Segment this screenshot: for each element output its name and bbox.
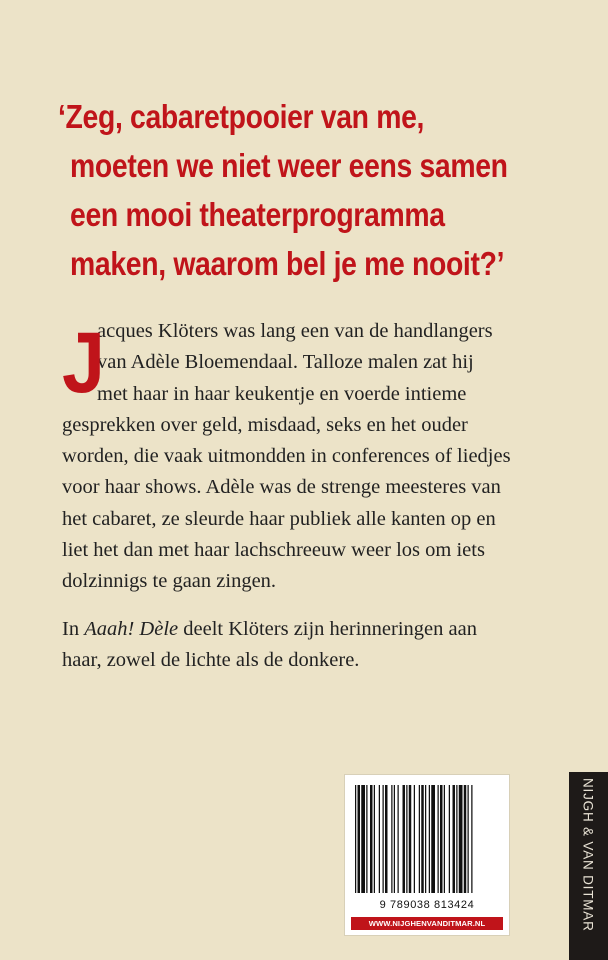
barcode-bar — [449, 785, 450, 893]
paragraph-line: van Adèle Bloemendaal. Talloze malen zat hij — [97, 351, 474, 374]
barcode-bar — [468, 785, 469, 893]
paragraph-line: dolzinnigs te gaan zingen. — [62, 570, 277, 593]
quote-line: maken, waarom bel je me nooit?’ — [70, 245, 505, 282]
publisher-name: NIJGH & VAN DITMAR — [580, 778, 596, 932]
barcode-bar — [358, 785, 361, 893]
barcode-bar — [453, 785, 456, 893]
barcode-bar — [459, 785, 463, 893]
barcode-bar — [431, 785, 435, 893]
barcode-bar — [398, 785, 399, 893]
book-title: Aaah! Dèle — [84, 617, 179, 640]
paragraph-text: deelt Klöters zijn herinneringen aan — [178, 617, 477, 640]
barcode — [355, 785, 499, 897]
blurb-paragraph-2 — [62, 614, 552, 677]
barcode-bar — [366, 785, 367, 893]
barcode-bar — [355, 785, 356, 893]
spine-strip — [569, 772, 608, 960]
barcode-bar — [444, 785, 445, 893]
paragraph-line: haar, zowel de lichte als de donkere. — [62, 648, 360, 671]
paragraph-line: acques Klöters was lang een van de handlangers — [97, 320, 493, 342]
barcode-bar — [361, 785, 365, 893]
pull-quote — [58, 92, 508, 288]
barcode-bar — [419, 785, 420, 893]
barcode-bar — [370, 785, 373, 893]
barcode-bar — [414, 785, 415, 893]
barcode-bar — [391, 785, 392, 893]
barcode-bar — [406, 785, 407, 893]
paragraph-prefix: In — [62, 617, 85, 640]
barcode-bar — [456, 785, 457, 893]
barcode-bar — [409, 785, 412, 893]
quote-line: moeten we niet weer eens samen — [70, 147, 508, 184]
paragraph-line: het cabaret, ze sleurde haar publiek alle kanten op en — [62, 507, 496, 530]
barcode-bar — [394, 785, 395, 893]
paragraph-line: met haar in haar keukentje en voerde intieme — [97, 382, 467, 405]
barcode-bar — [374, 785, 375, 893]
barcode-bar — [421, 785, 424, 893]
barcode-bar — [379, 785, 380, 893]
barcode-bar — [429, 785, 430, 893]
barcode-bar — [403, 785, 406, 893]
paragraph-line: liet het dan met haar lachschreeuw weer los om iets — [62, 539, 485, 562]
quote-line: een mooi theaterprogramma — [70, 196, 445, 233]
paragraph-line: worden, die vaak uitmondden in conferences of liedjes — [62, 445, 511, 468]
publisher-url: WWW.NIJGHENVANDITMAR.NL — [351, 917, 503, 930]
blurb-paragraph-1 — [62, 316, 552, 598]
barcode-box — [344, 774, 510, 936]
barcode-bar — [383, 785, 384, 893]
barcode-bar — [464, 785, 467, 893]
blurb — [62, 316, 552, 676]
barcode-bar — [425, 785, 426, 893]
paragraph-line: gesprekken over geld, misdaad, seks en het ouder — [62, 413, 468, 436]
isbn-number: 9 789038 813424 — [379, 899, 475, 911]
barcode-bar — [471, 785, 472, 893]
paragraph-line — [62, 614, 552, 645]
barcode-bar — [440, 785, 443, 893]
paragraph-line: voor haar shows. Adèle was de strenge meesteres van — [62, 476, 501, 499]
barcode-bar — [385, 785, 388, 893]
drop-cap: J — [62, 315, 106, 411]
barcode-bar — [438, 785, 439, 893]
quote-line: ‘Zeg, cabaretpooier van me, — [58, 98, 425, 135]
